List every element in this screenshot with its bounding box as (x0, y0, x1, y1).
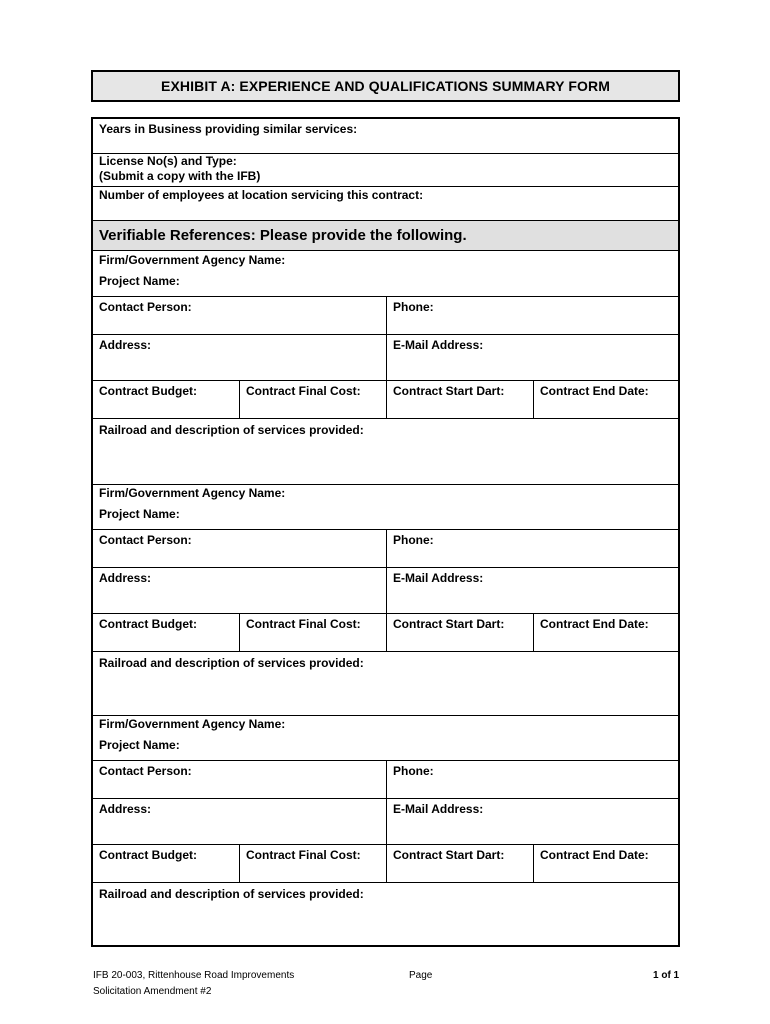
project-name-field[interactable]: Project Name: (99, 738, 180, 752)
contract-final-cost-field[interactable]: Contract Final Cost: (246, 384, 361, 398)
license-note: (Submit a copy with the IFB) (99, 169, 261, 183)
divider (93, 882, 678, 883)
years-in-business-field[interactable]: Years in Business providing similar services: (99, 122, 358, 136)
employees-field[interactable]: Number of employees at location servicing this contract: (99, 188, 424, 202)
firm-agency-name-field[interactable]: Firm/Government Agency Name: (99, 253, 286, 267)
contract-final-cost-field[interactable]: Contract Final Cost: (246, 848, 361, 862)
contact-person-field[interactable]: Contact Person: (99, 300, 192, 314)
reference-block-3 (93, 716, 678, 947)
address-field[interactable]: Address: (99, 571, 152, 585)
phone-field[interactable]: Phone: (393, 764, 434, 778)
railroad-description-field[interactable]: Railroad and description of services provided: (99, 887, 364, 901)
project-name-field[interactable]: Project Name: (99, 507, 180, 521)
reference-block-1 (93, 252, 678, 485)
contract-start-date-field[interactable]: Contract Start Dart: (393, 384, 505, 398)
contract-end-date-field[interactable]: Contract End Date: (540, 384, 649, 398)
footer-page-number: 1 of 1 (653, 970, 680, 981)
contract-budget-field[interactable]: Contract Budget: (99, 848, 197, 862)
email-address-field[interactable]: E-Mail Address: (393, 802, 484, 816)
column-divider (239, 844, 240, 882)
column-divider (386, 529, 387, 651)
footer-ifb-line: IFB 20-003, Rittenhouse Road Improvements (93, 970, 295, 981)
address-field[interactable]: Address: (99, 802, 152, 816)
column-divider (533, 613, 534, 651)
reference-block-2 (93, 485, 678, 716)
railroad-description-field[interactable]: Railroad and description of services provided: (99, 656, 364, 670)
contact-person-field[interactable]: Contact Person: (99, 764, 192, 778)
column-divider (239, 613, 240, 651)
form-title: EXHIBIT A: EXPERIENCE AND QUALIFICATIONS SUMMARY FORM (91, 70, 680, 102)
column-divider (533, 380, 534, 418)
contract-end-date-field[interactable]: Contract End Date: (540, 848, 649, 862)
license-field[interactable]: License No(s) and Type: (99, 154, 237, 168)
contract-budget-field[interactable]: Contract Budget: (99, 617, 197, 631)
footer-amendment-line: Solicitation Amendment #2 (93, 986, 212, 997)
qualifications-form (91, 117, 680, 947)
address-field[interactable]: Address: (99, 338, 152, 352)
firm-agency-name-field[interactable]: Firm/Government Agency Name: (99, 486, 286, 500)
contract-budget-field[interactable]: Contract Budget: (99, 384, 197, 398)
contract-start-date-field[interactable]: Contract Start Dart: (393, 617, 505, 631)
contact-person-field[interactable]: Contact Person: (99, 533, 192, 547)
phone-field[interactable]: Phone: (393, 300, 434, 314)
divider (93, 186, 678, 187)
divider (93, 651, 678, 652)
references-header: Verifiable References: Please provide the following. (93, 220, 678, 251)
contract-start-date-field[interactable]: Contract Start Dart: (393, 848, 505, 862)
contract-end-date-field[interactable]: Contract End Date: (540, 617, 649, 631)
column-divider (386, 760, 387, 882)
email-address-field[interactable]: E-Mail Address: (393, 338, 484, 352)
email-address-field[interactable]: E-Mail Address: (393, 571, 484, 585)
footer-page-label: Page (409, 970, 433, 981)
project-name-field[interactable]: Project Name: (99, 274, 180, 288)
contract-final-cost-field[interactable]: Contract Final Cost: (246, 617, 361, 631)
column-divider (533, 844, 534, 882)
column-divider (239, 380, 240, 418)
firm-agency-name-field[interactable]: Firm/Government Agency Name: (99, 717, 286, 731)
column-divider (386, 296, 387, 418)
phone-field[interactable]: Phone: (393, 533, 434, 547)
railroad-description-field[interactable]: Railroad and description of services provided: (99, 423, 364, 437)
divider (93, 418, 678, 419)
